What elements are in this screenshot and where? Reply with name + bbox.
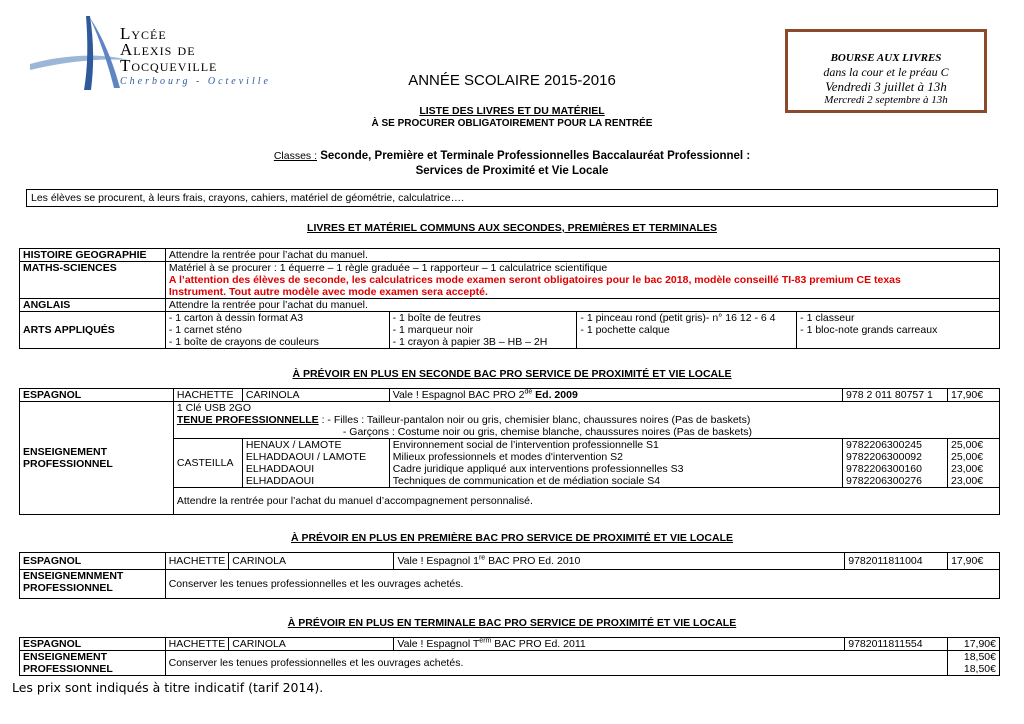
- table-row: [20, 553, 1000, 570]
- arts-item: - 1 crayon à papier 3B – HB – 2H: [392, 336, 548, 348]
- publisher-casteilla: CASTEILLA: [173, 439, 242, 488]
- notice-box: [26, 189, 998, 207]
- book-title: Vale ! Espagnol BAC PRO 2de Ed. 2009: [389, 389, 842, 402]
- premiere-table: [19, 552, 1000, 599]
- footer-note: Les prix sont indiqués à titre indicatif (tarif 2014).: [12, 680, 324, 695]
- subject-enseignement: ENSEIGNEMENT PROFESSIONNEL: [20, 402, 174, 515]
- subtitle-list: LISTE DES LIVRES ET DU MATÉRIEL: [419, 105, 605, 117]
- isbn: 9782206300276: [846, 475, 922, 487]
- price: 23,00€: [951, 475, 984, 487]
- classes-value: Seconde, Première et Terminale Professionnelles Baccalauréat Professionnel :: [320, 150, 751, 162]
- terminale-table: [19, 637, 1000, 676]
- isbn: 9782206300160: [846, 463, 922, 475]
- author: CARINOLA: [229, 553, 394, 570]
- arts-item: - 1 carton à dessin format A3: [168, 312, 304, 324]
- classes-line1: [0, 150, 1024, 162]
- book-title: Environnement social de l’intervention professionnelle S1: [392, 439, 659, 451]
- classes-line2: Services de Proximité et Vie Locale: [415, 165, 609, 177]
- publisher: HACHETTE: [165, 553, 229, 570]
- isbn: 9782011811554: [845, 638, 948, 651]
- histoire-text: Attendre la rentrée pour l’achat du manuel.: [165, 249, 999, 262]
- arts-item: - 1 boîte de crayons de couleurs: [168, 336, 319, 348]
- pro-text: Conserver les tenues professionnelles et les ouvrages achetés.: [165, 651, 947, 676]
- bourse-line2: Vendredi 3 juillet à 13h: [825, 79, 947, 94]
- author: CARINOLA: [242, 389, 389, 402]
- anglais-text: Attendre la rentrée pour l’achat du manuel.: [165, 299, 999, 312]
- notice-text: Les élèves se procurent, à leurs frais, crayons, cahiers, matériel de géométrie, calculatrice….: [31, 192, 465, 204]
- table-row: [20, 570, 1000, 599]
- subject-enseignement: ENSEIGNEMENT PROFESSIONNEL: [20, 651, 166, 676]
- price: 18,50€: [963, 663, 996, 675]
- arts-item: - 1 pinceau rond (petit gris)- n° 16 12 - 6 4: [580, 312, 776, 324]
- price: 25,00€: [951, 439, 984, 451]
- table-row: [20, 389, 1000, 402]
- book-title: Milieux professionnels et modes d'intervention S2: [392, 451, 623, 463]
- table-row: [20, 299, 1000, 312]
- price: 25,00€: [951, 451, 984, 463]
- logo-line1: Lycée: [120, 24, 167, 43]
- subject-maths: MATHS-SCIENCES: [20, 262, 166, 299]
- author: CARINOLA: [229, 638, 394, 651]
- table-row: [20, 262, 1000, 299]
- maths-warning2: Instrument. Tout autre modèle avec mode examen sera accepté.: [168, 286, 488, 298]
- isbn: 9782011811004: [845, 553, 948, 570]
- terminale-heading: À PRÉVOIR EN PLUS EN TERMINALE BAC PRO SERVICE DE PROXIMITÉ ET VIE LOCALE: [287, 617, 737, 629]
- price: 23,00€: [951, 463, 984, 475]
- tenue-garcons: - Garçons : Costume noir ou gris, chemise blanche, chaussures noires (Pas de baskets): [342, 426, 752, 438]
- isbn: 9782206300245: [846, 439, 922, 451]
- logo-city: Cherbourg - Octeville: [120, 76, 271, 87]
- author: HENAUX / LAMOTE: [245, 439, 342, 451]
- arts-item: - 1 classeur: [800, 312, 855, 324]
- author: ELHADDAOUI: [245, 463, 315, 475]
- subject-arts: ARTS APPLIQUÉS: [20, 312, 166, 349]
- subject-espagnol: ESPAGNOL: [20, 638, 166, 651]
- logo-line2: Alexis de: [120, 40, 196, 59]
- premiere-heading: À PRÉVOIR EN PLUS EN PREMIÈRE BAC PRO SERVICE DE PROXIMITÉ ET VIE LOCALE: [290, 532, 734, 544]
- common-heading: LIVRES ET MATÉRIEL COMMUNS AUX SECONDES, PREMIÈRES ET TERMINALES: [307, 222, 717, 234]
- author: ELHADDAOUI: [245, 475, 315, 487]
- page-title: ANNÉE SCOLAIRE 2015-2016: [408, 72, 616, 89]
- arts-item: - 1 bloc-note grands carreaux: [800, 324, 938, 336]
- bourse-box: [785, 29, 987, 113]
- price: 17,90€: [948, 638, 1000, 651]
- bourse-line3: Mercredi 2 septembre à 13h: [824, 94, 948, 106]
- pro-note: Attendre la rentrée pour l’achat du manuel d’accompagnement personnalisé.: [173, 488, 999, 515]
- subject-espagnol: ESPAGNOL: [20, 389, 174, 402]
- subject-histoire: HISTOIRE GEOGRAPHIE: [20, 249, 166, 262]
- publisher: HACHETTE: [173, 389, 242, 402]
- table-row: [20, 651, 1000, 676]
- table-row: [20, 402, 1000, 439]
- seconde-heading: À PRÉVOIR EN PLUS EN SECONDE BAC PRO SERVICE DE PROXIMITÉ ET VIE LOCALE: [292, 368, 732, 380]
- table-row: [20, 312, 1000, 349]
- maths-text: Matériel à se procurer : 1 équerre – 1 règle graduée – 1 rapporteur – 1 calculatrice scientifique: [168, 262, 608, 274]
- common-table: [19, 248, 1000, 349]
- bourse-title: BOURSE AUX LIVRES: [830, 52, 942, 64]
- book-title: Cadre juridique appliqué aux interventions professionnelles S3: [392, 463, 684, 475]
- subject-enseignement: ENSEIGNEMNMENT PROFESSIONNEL: [20, 570, 166, 599]
- tenue-filles: TENUE PROFESSIONNELLE : - Filles : Tailleur-pantalon noir ou gris, chemisier blanc, chaussures noires (Pas de baskets): [176, 414, 751, 426]
- subject-anglais: ANGLAIS: [20, 299, 166, 312]
- subject-espagnol: ESPAGNOL: [20, 553, 166, 570]
- bourse-line1: dans la cour et le préau C: [823, 65, 949, 79]
- logo-line3: Tocqueville: [120, 56, 218, 75]
- arts-item: - 1 boîte de feutres: [392, 312, 481, 324]
- table-row: [20, 638, 1000, 651]
- isbn: 9782206300092: [846, 451, 922, 463]
- book-title: Vale ! Espagnol $T^{erm}$ BAC PRO Ed. 2011: [394, 638, 845, 651]
- price: 17,90€: [948, 553, 1000, 570]
- book-title: Vale ! Espagnol 1re BAC PRO Ed. 2010: [394, 553, 845, 570]
- table-row: [20, 249, 1000, 262]
- price: 18,50€: [963, 651, 996, 663]
- pro-text: Conserver les tenues professionnelles et les ouvrages achetés.: [165, 570, 999, 599]
- seconde-table: [19, 388, 1000, 515]
- isbn: 978 2 011 80757 1: [843, 389, 948, 402]
- price: 17,90€: [948, 389, 1000, 402]
- classes-label: Classes :: [273, 150, 318, 162]
- arts-item: - 1 pochette calque: [580, 324, 670, 336]
- usb-item: 1 Clé USB 2GO: [176, 402, 252, 414]
- publisher: HACHETTE: [165, 638, 229, 651]
- book-title: Techniques de communication et de médiation sociale S4: [392, 475, 661, 487]
- maths-warning1: A l’attention des élèves de seconde, les calculatrices mode examen seront obligatoires pour le bac 2018, modèle conseillé TI-83 premium CE texas: [168, 274, 901, 286]
- arts-item: - 1 marqueur noir: [392, 324, 474, 336]
- arts-item: - 1 carnet sténo: [168, 324, 242, 336]
- author: ELHADDAOUI / LAMOTE: [245, 451, 367, 463]
- subtitle-obligatoire: À SE PROCURER OBLIGATOIREMENT POUR LA RENTRÉE: [371, 118, 653, 129]
